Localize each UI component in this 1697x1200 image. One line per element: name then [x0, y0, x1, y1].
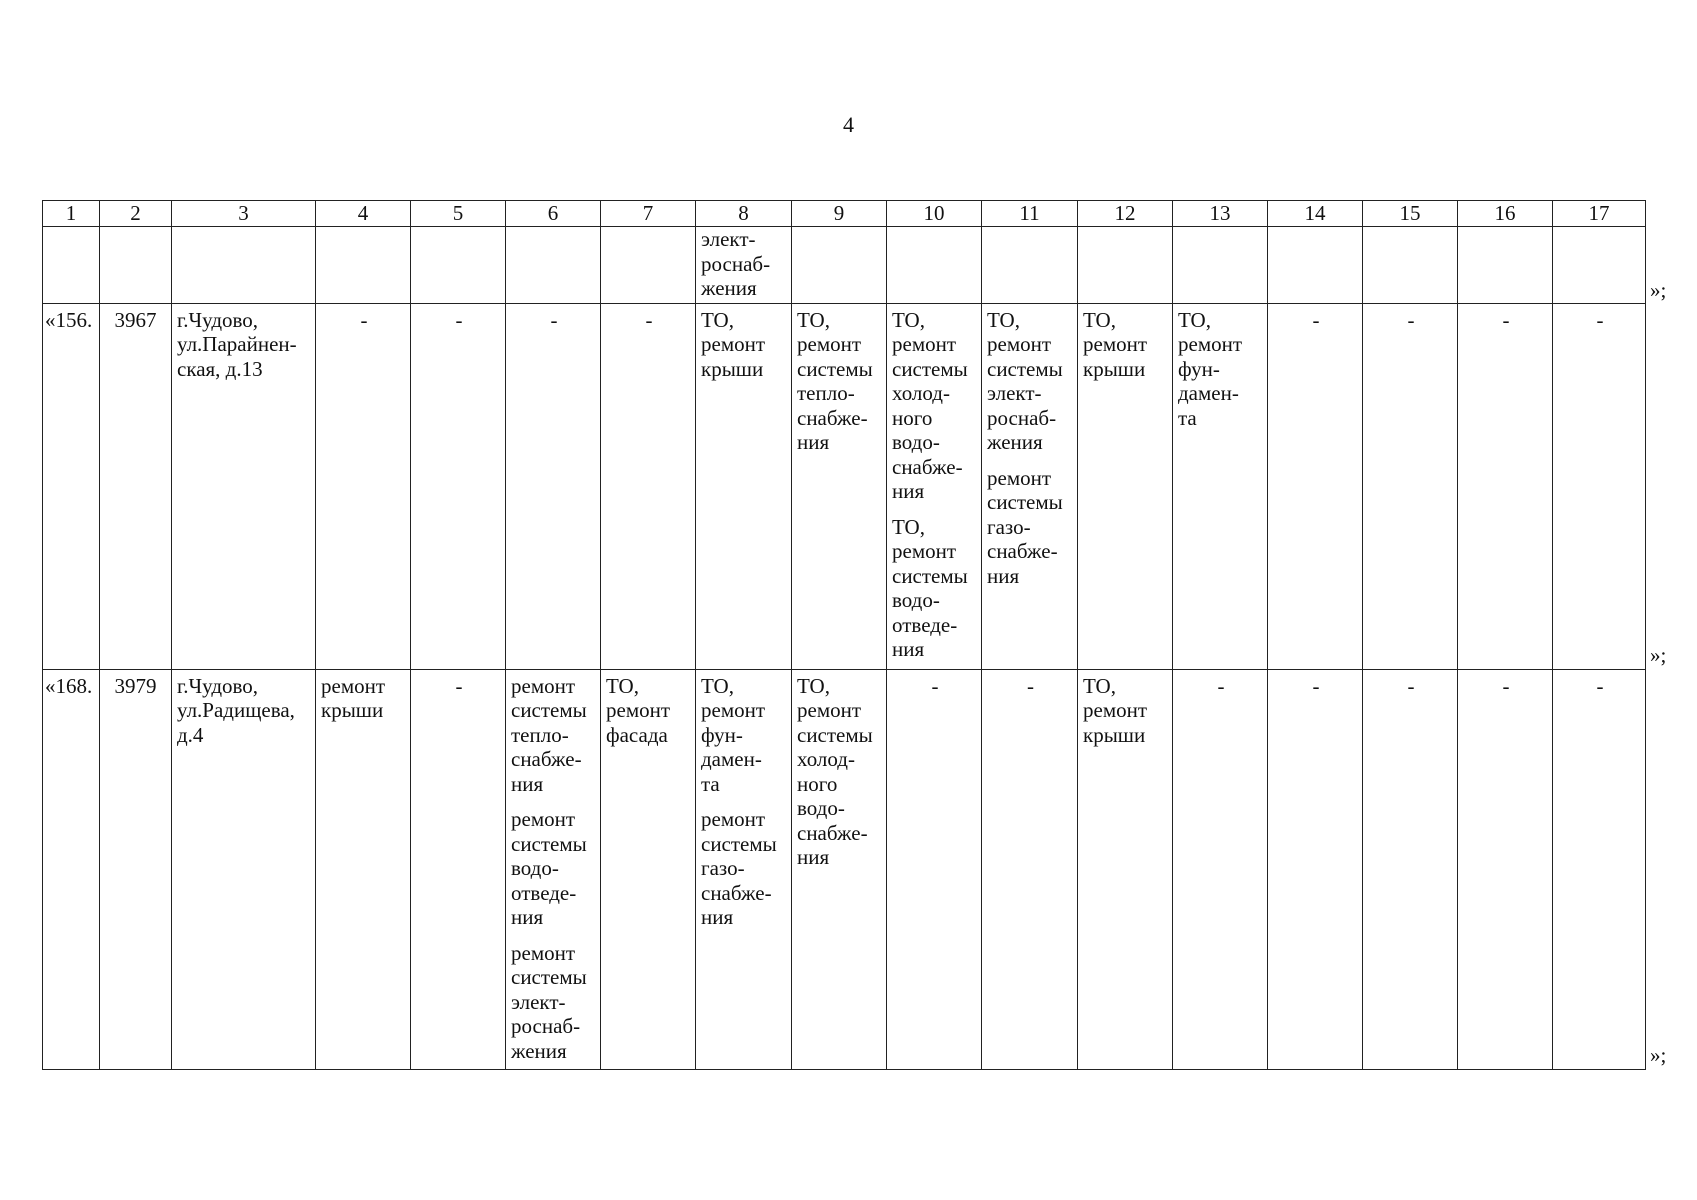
cell-entry: элект- роснаб- жения: [701, 227, 771, 300]
column-header: 7: [601, 201, 696, 227]
table-cell: -: [1363, 303, 1458, 669]
cell-entry: ремонт системы газо- снабже- ния: [987, 465, 1063, 588]
table-cell: [1173, 303, 1268, 669]
works-table: [42, 200, 1646, 1070]
table-cell: [316, 669, 411, 1069]
table-cell: -: [1458, 303, 1553, 669]
column-header: 10: [887, 201, 982, 227]
table-cell: [887, 227, 982, 304]
address-cell: [172, 669, 316, 1069]
column-header: 16: [1458, 201, 1553, 227]
page-number: 4: [843, 112, 854, 137]
cell-entry: ТО, ремонт системы элект- роснаб- жения: [987, 307, 1063, 454]
column-header: 6: [506, 201, 601, 227]
table-cell: [982, 227, 1078, 304]
column-header: 3: [172, 201, 316, 227]
table-cell: [982, 303, 1078, 669]
table-cell: [506, 669, 601, 1069]
table-row-168: [43, 669, 1646, 1069]
cell-entry: ремонт системы водо- отведе- ния: [511, 807, 587, 929]
table-cell: [696, 303, 792, 669]
table-cell: [1078, 227, 1173, 304]
closing-quote-mark: »;: [1650, 1043, 1667, 1067]
house-code: 3979: [100, 669, 172, 1069]
table-cell: [601, 669, 696, 1069]
table-cell: [696, 227, 792, 304]
cell-entry: ремонт системы тепло- снабже- ния: [511, 673, 587, 796]
table-cell: [792, 669, 887, 1069]
closing-quote-mark: »;: [1650, 278, 1667, 302]
address-cell: [172, 303, 316, 669]
house-code: 3967: [100, 303, 172, 669]
cell-entry: ремонт крыши: [321, 673, 386, 722]
table-cell: -: [1553, 303, 1646, 669]
cell-entry: ТО, ремонт системы тепло- снабже- ния: [797, 307, 873, 454]
table-cell: [100, 227, 172, 304]
cell-entry: ТО, ремонт фун- дамен- та: [701, 673, 766, 796]
table-cell: [1553, 227, 1646, 304]
row-number: «156.: [43, 303, 100, 669]
cell-entry: ремонт системы элект- роснаб- жения: [511, 940, 587, 1063]
table-cell: -: [1553, 669, 1646, 1069]
table-row-156: [43, 303, 1646, 669]
cell-entry: ТО, ремонт системы холод- ного водо- снабже- ния: [892, 307, 968, 503]
column-header: 2: [100, 201, 172, 227]
table-cell: [411, 227, 506, 304]
cell-entry: ТО, ремонт фасада: [606, 673, 671, 747]
table-cell: [696, 669, 792, 1069]
table-header-row: [43, 201, 1646, 227]
cell-entry: ТО, ремонт крыши: [1083, 307, 1148, 381]
table-cell: [506, 227, 601, 304]
address-text: г.Чудово, ул.Парайнен- ская, д.13: [177, 307, 297, 381]
table-cell: -: [1268, 669, 1363, 1069]
column-header: 5: [411, 201, 506, 227]
table-cell: [172, 227, 316, 304]
column-header: 11: [982, 201, 1078, 227]
table-cell: [1268, 227, 1363, 304]
table-cell: -: [1363, 669, 1458, 1069]
table-cell: [43, 227, 100, 304]
column-header: 15: [1363, 201, 1458, 227]
column-header: 9: [792, 201, 887, 227]
cell-entry: ТО, ремонт крыши: [701, 307, 766, 381]
cell-entry: ТО, ремонт системы водо- отведе- ния: [892, 514, 968, 661]
table-cell: [601, 227, 696, 304]
table-cell: [1078, 669, 1173, 1069]
column-header: 12: [1078, 201, 1173, 227]
cell-entry: ТО, ремонт фун- дамен- та: [1178, 307, 1243, 430]
row-number: «168.: [43, 669, 100, 1069]
table-cell: -: [1458, 669, 1553, 1069]
table-cell: -: [1268, 303, 1363, 669]
address-text: г.Чудово, ул.Радищева, д.4: [177, 673, 295, 747]
column-header: 17: [1553, 201, 1646, 227]
table-cell: -: [316, 303, 411, 669]
table-cell: [792, 227, 887, 304]
cell-entry: ТО, ремонт системы холод- ного водо- снабже- ния: [797, 673, 873, 869]
table-cell: [1363, 227, 1458, 304]
table-cell: [316, 227, 411, 304]
table-cell: -: [601, 303, 696, 669]
table-cell: -: [887, 669, 982, 1069]
cell-entry: ТО, ремонт крыши: [1083, 673, 1148, 747]
table-cell: -: [1173, 669, 1268, 1069]
column-header: 13: [1173, 201, 1268, 227]
column-header: 8: [696, 201, 792, 227]
table-cell: [887, 303, 982, 669]
cell-entry: ремонт системы газо- снабже- ния: [701, 807, 777, 929]
table-cell: -: [506, 303, 601, 669]
table-cell: [792, 303, 887, 669]
table-cell: [1173, 227, 1268, 304]
column-header: 14: [1268, 201, 1363, 227]
closing-quote-mark: »;: [1650, 643, 1667, 667]
table-cell: -: [411, 303, 506, 669]
table-row-continuation: [43, 227, 1646, 304]
column-header: 4: [316, 201, 411, 227]
table-cell: [1458, 227, 1553, 304]
table-cell: -: [982, 669, 1078, 1069]
column-header: 1: [43, 201, 100, 227]
table-cell: [1078, 303, 1173, 669]
table-cell: -: [411, 669, 506, 1069]
